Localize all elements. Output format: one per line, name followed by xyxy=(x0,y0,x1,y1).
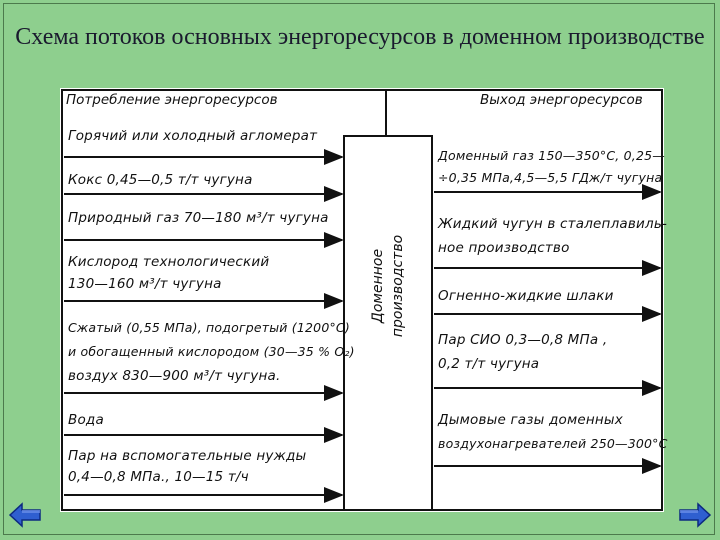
input-label-blast-air-1: Сжатый (0,55 МПа), подогретый (1200°С) xyxy=(68,320,350,335)
next-slide-button[interactable] xyxy=(678,502,712,528)
output-label-steam-2: 0,2 т/т чугуна xyxy=(438,356,540,372)
input-label-oxygen-1: Кислород технологический xyxy=(68,254,270,270)
output-label-blast-gas-2: ÷0,35 МПа,4,5—5,5 ГДж/т чугуна xyxy=(438,170,663,185)
input-label-steam-2: 0,4—0,8 МПа., 10—15 т/ч xyxy=(68,469,249,485)
input-label-oxygen-2: 130—160 м³/т чугуна xyxy=(68,276,222,292)
center-block-line-1: Доменное xyxy=(370,248,386,324)
input-label-steam-1: Пар на вспомогательные нужды xyxy=(68,448,307,464)
output-label-pig-iron-2: ное производство xyxy=(438,240,570,256)
input-label-natural-gas: Природный газ 70—180 м³/т чугуна xyxy=(68,210,329,226)
input-label-agglomerate: Горячий или холодный агломерат xyxy=(68,128,318,144)
output-label-steam-1: Пар СИО 0,3—0,8 МПа , xyxy=(438,332,608,348)
output-label-flue-gas-2: воздухонагревателей 250—300°С xyxy=(438,436,668,451)
input-label-blast-air-3: воздух 830—900 м³/т чугуна. xyxy=(68,368,281,384)
center-block-label xyxy=(344,136,432,510)
left-column-header: Потребление энергоресурсов xyxy=(66,92,278,108)
output-label-slag: Огненно-жидкие шлаки xyxy=(438,288,614,304)
input-label-water: Вода xyxy=(68,412,104,428)
input-label-coke: Кокс 0,45—0,5 т/т чугуна xyxy=(68,172,253,188)
arrow-right-icon xyxy=(678,502,712,528)
output-label-blast-gas-1: Доменный газ 150—350°С, 0,25— xyxy=(438,148,665,163)
output-label-flue-gas-1: Дымовые газы доменных xyxy=(438,412,623,428)
center-block-line-2: производство xyxy=(390,234,406,338)
energy-flow-diagram xyxy=(60,88,668,512)
arrow-left-icon xyxy=(8,502,42,528)
input-label-blast-air-2: и обогащенный кислородом (30—35 % О₂) xyxy=(68,344,355,359)
output-label-pig-iron-1: Жидкий чугун в сталеплавиль- xyxy=(438,216,668,232)
prev-slide-button[interactable] xyxy=(8,502,42,528)
slide-title: Схема потоков основных энергоресурсов в доменном производстве xyxy=(15,24,705,50)
right-column-header: Выход энергоресурсов xyxy=(480,92,643,108)
